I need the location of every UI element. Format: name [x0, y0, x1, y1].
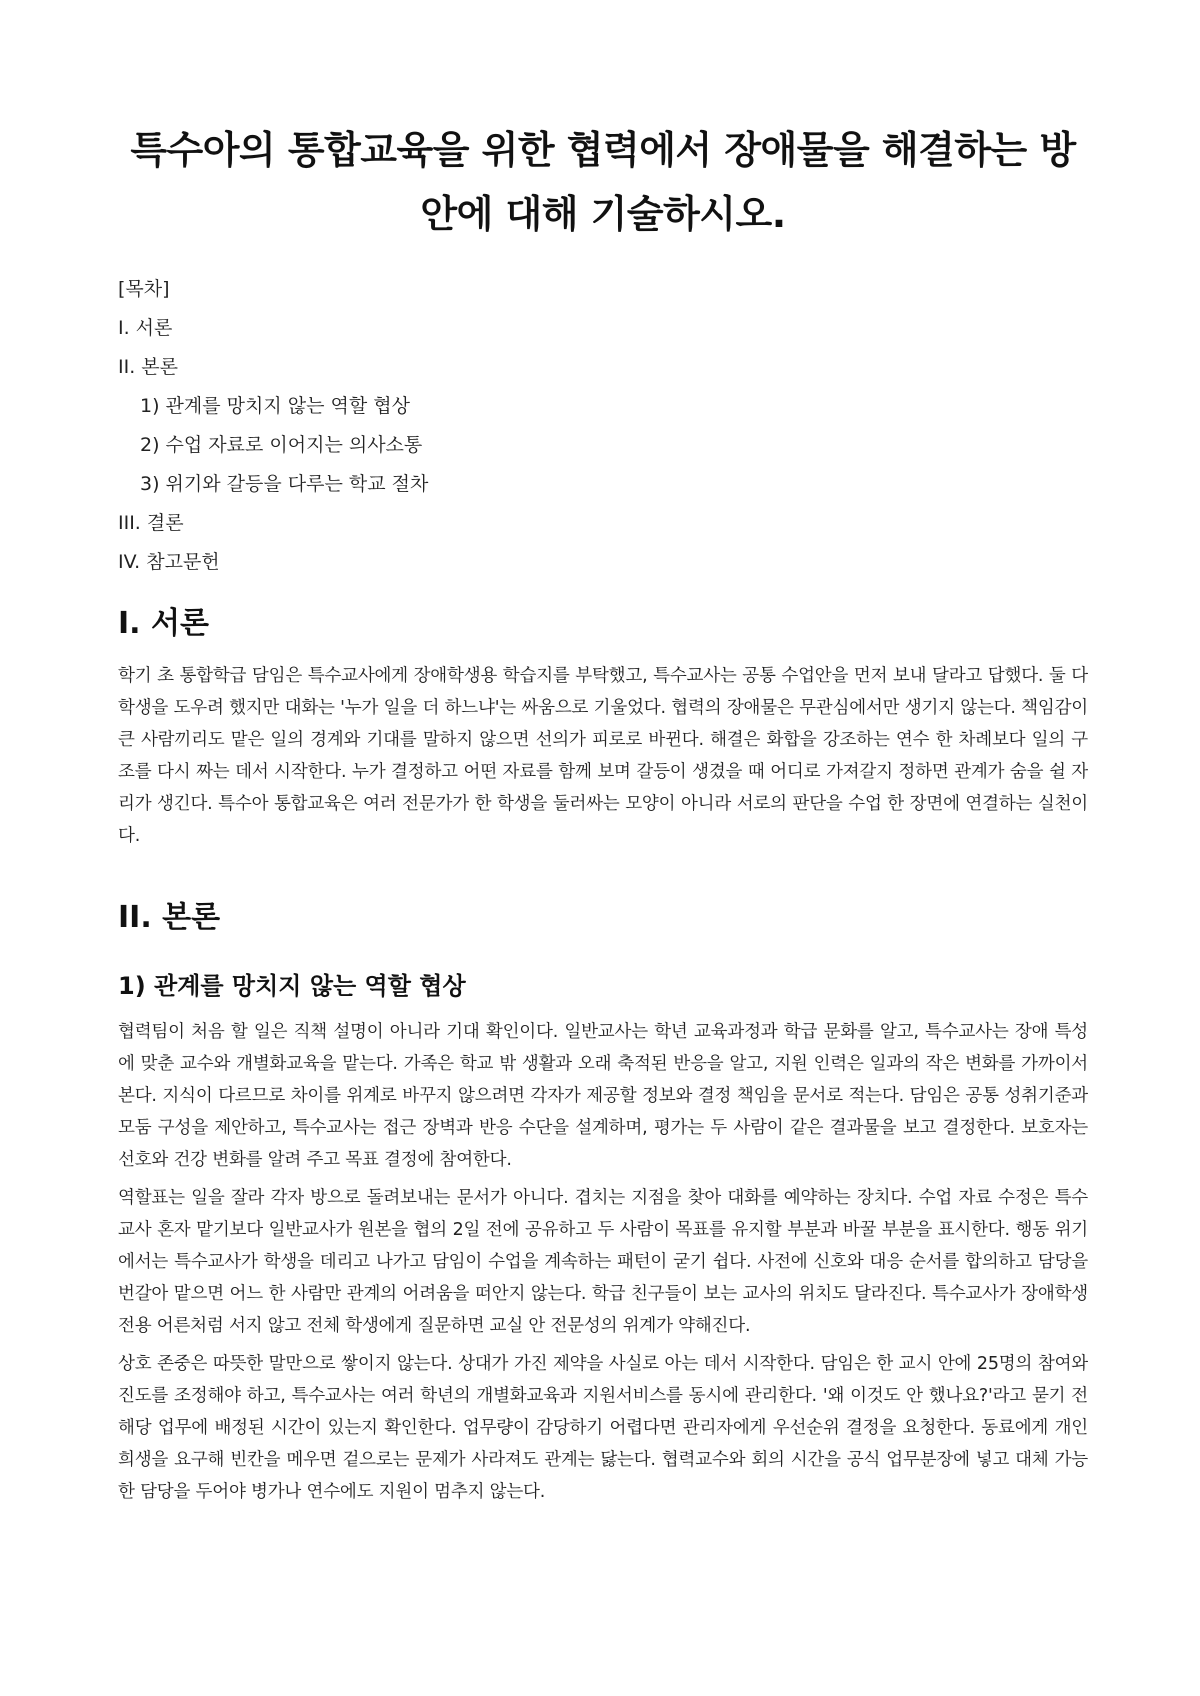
- section-heading-intro: I. 서론: [118, 606, 209, 641]
- toc-item-body-3: 3) 위기와 갈등을 다루는 학교 절차: [140, 473, 429, 495]
- subsection-heading-1: 1) 관계를 망치지 않는 역할 협상: [118, 972, 466, 1000]
- toc-item-body-1: 1) 관계를 망치지 않는 역할 협상: [140, 395, 410, 417]
- section-heading-body: II. 본론: [118, 900, 221, 935]
- body-paragraph-2: 역할표는 일을 잘라 각자 방으로 돌려보내는 문서가 아니다. 겹치는 지점을 찾아 대화를 예약하는 장치다. 수업 자료 수정은 특수교사 혼자 맡기보다 일반교사가 원본을 협의 2일 전에 공유하고 두 사람이 목표를 유지할 부분과 바꿀 부분을 표시한다. 행동 위기에서는 특수교사가 학생을 데리고 나가고 담임이 수업을 계속하는 패턴이 굳기 쉽다. 사전에 신호와 대응 순서를 합의하고 담당을 번갈아 맡으면 어느 한 사람만 관계의 어려움을 떠안지 않는다. 학급 친구들이 보는 교사의 위치도 달라진다. 특수교사가 장애학생 전용 어른처럼 서지 않고 전체 학생에게 질문하면 교실 안 전문성의 위계가 약해진다.: [118, 1188, 1088, 1336]
- intro-paragraph: 학기 초 통합학급 담임은 특수교사에게 장애학생용 학습지를 부탁했고, 특수교사는 공통 수업안을 먼저 보내 달라고 답했다. 둘 다 학생을 도우려 했지만 대화는 '누가 일을 더 하느냐'는 싸움으로 기울었다. 협력의 장애물은 무관심에서만 생기지 않는다. 책임감이 큰 사람끼리도 맡은 일의 경계와 기대를 말하지 않으면 선의가 피로로 바뀐다. 해결은 화합을 강조하는 연수 한 차례보다 일의 구조를 다시 짜는 데서 시작한다. 누가 결정하고 어떤 자료를 함께 보며 갈등이 생겼을 때 어디로 가져갈지 정하면 관계가 숨을 쉴 자리가 생긴다. 특수아 통합교육은 여러 전문가가 한 학생을 둘러싸는 모양이 아니라 서로의 판단을 수업 한 장면에 연결하는 실천이다.: [118, 666, 1088, 846]
- table-of-contents: [118, 270, 1088, 582]
- toc-item-body: II. 본론: [118, 356, 178, 378]
- body-paragraph-3: 상호 존중은 따뜻한 말만으로 쌓이지 않는다. 상대가 가진 제약을 사실로 아는 데서 시작한다. 담임은 한 교시 안에 25명의 참여와 진도를 조정해야 하고, 특수교사는 여러 학년의 개별화교육과 지원서비스를 동시에 관리한다. '왜 이것도 안 했나요?'라고 묻기 전 해당 업무에 배정된 시간이 있는지 확인한다. 업무량이 감당하기 어렵다면 관리자에게 우선순위 결정을 요청한다. 동료에게 개인 희생을 요구해 빈칸을 메우면 겉으로는 문제가 사라져도 관계는 닳는다. 협력교수와 회의 시간을 공식 업무분장에 넣고 대체 가능한 담당을 두어야 병가나 연수에도 지원이 멈추지 않는다.: [118, 1354, 1088, 1502]
- toc-item-body-2: 2) 수업 자료로 이어지는 의사소통: [140, 434, 423, 456]
- document-title: 특수아의 통합교육을 위한 협력에서 장애물을 해결하는 방안에 대해 기술하시오.: [130, 128, 1076, 236]
- toc-heading: [목차]: [118, 278, 170, 300]
- toc-item-conclusion: III. 결론: [118, 512, 184, 534]
- body-paragraph-1: 협력팀이 처음 할 일은 직책 설명이 아니라 기대 확인이다. 일반교사는 학년 교육과정과 학급 문화를 알고, 특수교사는 장애 특성에 맞춘 교수와 개별화교육을 맡는다. 가족은 학교 밖 생활과 오래 축적된 반응을 알고, 지원 인력은 일과의 작은 변화를 가까이서 본다. 지식이 다르므로 차이를 위계로 바꾸지 않으려면 각자가 제공할 정보와 결정 책임을 문서로 적는다. 담임은 공통 성취기준과 모둠 구성을 제안하고, 특수교사는 접근 장벽과 반응 수단을 설계하며, 평가는 두 사람이 같은 결과물을 보고 결정한다. 보호자는 선호와 건강 변화를 알려 주고 목표 결정에 참여한다.: [118, 1022, 1088, 1170]
- toc-item-intro: I. 서론: [118, 317, 173, 339]
- toc-item-references: IV. 참고문헌: [118, 551, 220, 573]
